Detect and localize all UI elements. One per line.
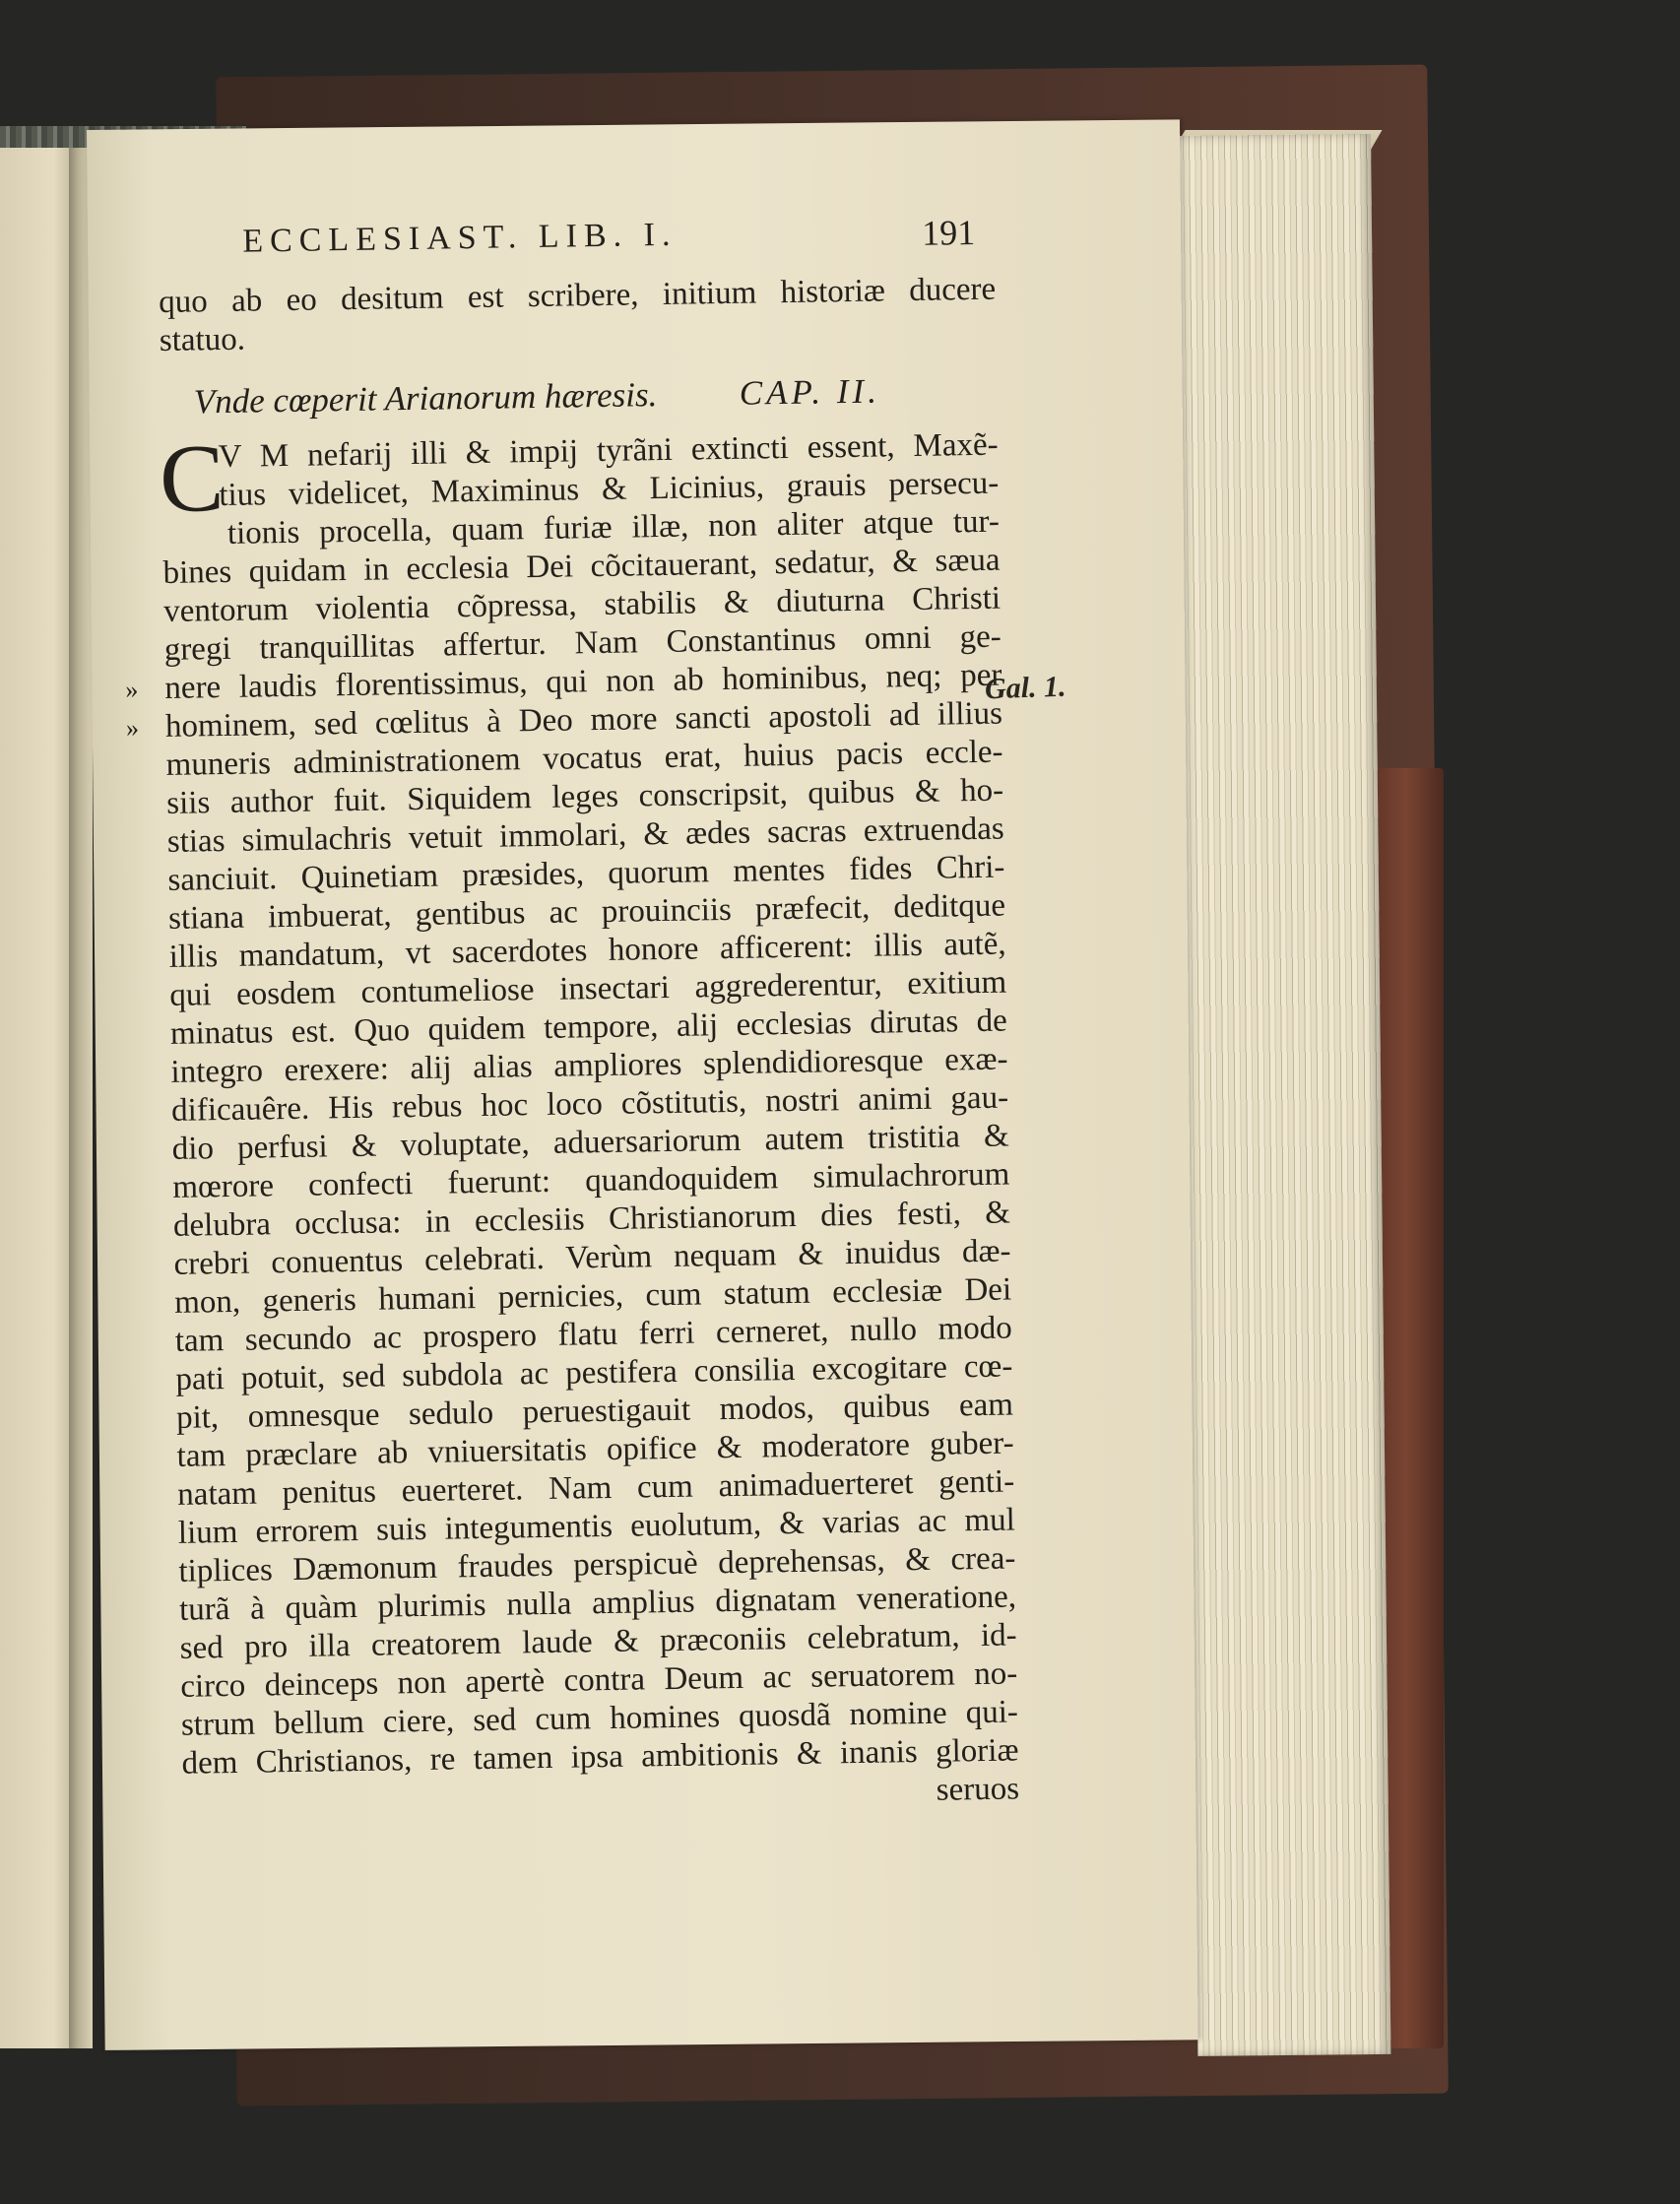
- text-line: pati potuit, sed subdola ac pestifera consilia excogitare cœ-: [175, 1348, 1013, 1397]
- paragraph: [125, 424, 1020, 1822]
- text-line-content: hominem, sed cœlitus à Deo more sancti apostoli ad illius: [164, 695, 1003, 745]
- chapter-title: Vnde cœperit Arianorum hæresis.: [193, 375, 658, 421]
- text-line: natam penitus euerteret. Nam cum animaduerteret genti-: [176, 1463, 1015, 1513]
- text-line: delubra occlusa: in ecclesiis Christianorum dies festi, &: [172, 1195, 1011, 1244]
- text-line: strum bellum ciere, sed cum homines quosdã nomine qui-: [180, 1694, 1019, 1743]
- text-line: bines quidam in ecclesia Dei cõcitauerant, sedatur, & sæua: [162, 542, 1001, 591]
- text-line: dificauêre. His rebus hoc loco cõstitutis, nostri animi gau-: [170, 1079, 1009, 1129]
- text-line: circo deinceps non apertè contra Deum ac seruatorem no-: [180, 1655, 1018, 1705]
- running-title: ECCLESIAST. LIB. I.: [241, 216, 678, 260]
- text-line: integro erexere: alij alias ampliores splendidioresque exæ-: [170, 1041, 1008, 1090]
- text-line: gregi tranquillitas affertur. Nam Constantinus omni ge-: [163, 618, 1002, 668]
- text-line: muneris administrationem vocatus erat, huius pacis eccle-: [165, 734, 1003, 783]
- text-line: qui eosdem contumeliose insectari aggrederentur, exitium: [169, 964, 1007, 1013]
- left-facing-page: [0, 148, 77, 2048]
- text-line: siis author fuit. Siquidem leges conscripsit, quibus & ho-: [165, 772, 1004, 821]
- text-line: lium errorem suis integumentis euolutum, & varias ac mul: [177, 1502, 1016, 1551]
- text-line: dio perfusi & voluptate, aduersariorum autem tristitia &: [171, 1118, 1009, 1167]
- quote-mark: »: [125, 675, 139, 704]
- text-line-content: nere laudis florentissimus, qui non ab hominibus, neq; per: [164, 657, 1002, 706]
- catchword: seruos: [936, 1771, 1020, 1808]
- page-number: 191: [921, 212, 976, 253]
- text-line: sanciuit. Quinetiam præsides, quorum mentes fides Chri-: [167, 849, 1005, 898]
- text-line: V M nefarij illi & impij tyrãni extincti essent, Maxẽ-: [218, 426, 999, 476]
- text-line: statuo.: [159, 321, 246, 358]
- marginal-note: Gal. 1.: [984, 670, 1067, 706]
- page-text-block: [125, 212, 1020, 1822]
- text-line: mon, generis humani pernicies, cum statum ecclesiæ Dei: [173, 1271, 1012, 1321]
- text-line: tius videlicet, Maximinus & Licinius, grauis persecu-: [219, 465, 1000, 514]
- text-line: ventorum violentia cõpressa, stabilis & diuturna Christi: [162, 580, 1002, 629]
- text-line: turã à quàm plurimis nulla amplius dignatam veneratione,: [178, 1579, 1017, 1628]
- text-line: stiana imbuerat, gentibus ac prouinciis præfecit, deditque: [167, 887, 1006, 937]
- text-line: tionis procella, quam furiæ illæ, non aliter atque tur-: [226, 503, 1001, 551]
- page-fore-edge-stack: [1178, 134, 1390, 2056]
- chapter-heading: [160, 348, 998, 433]
- text-line: tiplices Dæmonum fraudes perspicuè deprehensas, & crea-: [178, 1540, 1016, 1589]
- text-line: minatus est. Quo quidem tempore, alij ecclesias dirutas de: [169, 1003, 1008, 1052]
- text-line: sed pro illa creatorem laude & præconiis celebratum, id-: [179, 1617, 1017, 1666]
- text-line: mœrore confecti fuerunt: quandoquidem simulachrorum: [172, 1156, 1010, 1205]
- text-line: crebri conuentus celebrati. Verùm nequam & inuidus dæ-: [173, 1233, 1011, 1282]
- text-line: pit, omnesque sedulo peruestigauit modos, quibus eam: [175, 1387, 1014, 1436]
- text-line: illis mandatum, vt sacerdotes honore afficerent: illis autẽ,: [168, 926, 1006, 975]
- quote-mark: »: [125, 713, 140, 743]
- chapter-label: CAP. II.: [739, 371, 881, 413]
- drop-cap: C: [159, 424, 226, 533]
- text-line: tam secundo ac prospero flatu ferri cerneret, nullo modo: [174, 1310, 1012, 1359]
- text-line: tam præclare ab vniuersitatis opifice & moderatore guber-: [176, 1425, 1014, 1474]
- text-line: stias simulachris vetuit immolari, & ædes sacras extruendas: [166, 810, 1005, 860]
- text-line: quo ab eo desitum est scribere, initium historiæ ducere: [158, 271, 997, 320]
- text-line: dem Christianos, re tamen ipsa ambitionis & inanis gloriæ: [181, 1732, 1019, 1782]
